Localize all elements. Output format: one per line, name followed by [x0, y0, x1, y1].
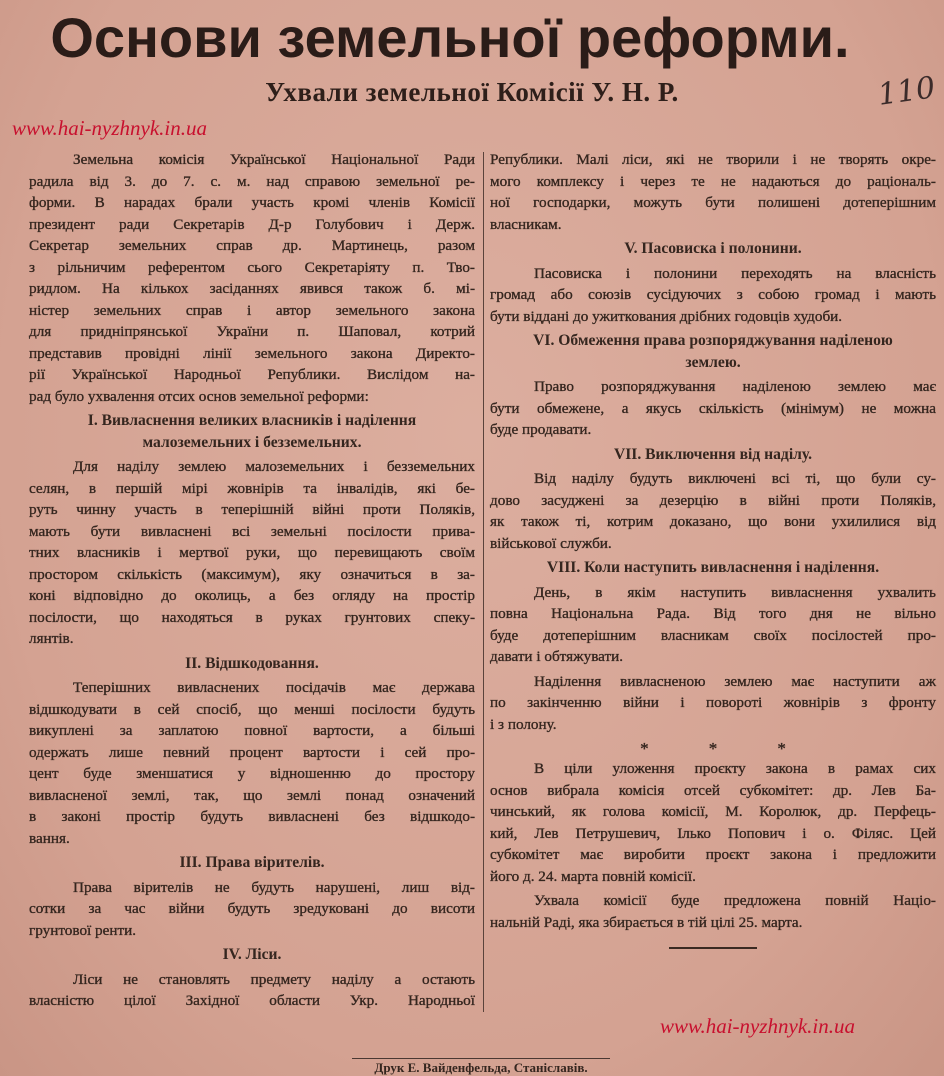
text-line: в законі простір будуть вивласнені без відшкодо-	[29, 808, 475, 825]
paragraph	[490, 582, 936, 668]
text-line: І. Вивласнення великих власників і наділення	[87, 412, 417, 429]
text-line: Право розпоряджування наділеною землею має	[534, 378, 936, 395]
text-line: Наділення вивласненою землею має наступити аж	[534, 672, 936, 690]
paragraph	[29, 877, 475, 942]
text-line: основ вибрала комісія отсей субкомітет: др. Лев Ба-	[490, 781, 936, 799]
left-column	[29, 149, 475, 1015]
text-line: і з полону.	[490, 715, 557, 733]
text-line: Для наділу землею малоземельних і безземельних	[73, 458, 475, 475]
text-line: Ліси не становлять предмету наділу а остають	[73, 970, 475, 988]
text-line: коні відповідно до околиць, а без огляду на простір	[29, 587, 475, 604]
section-heading	[29, 852, 475, 874]
text-line: грунтової ренти.	[29, 921, 137, 939]
text-line: Ухвала комісії буде предложена повній Націо-	[534, 892, 936, 909]
text-line: чинський, як голова комісії, М. Королюк, др. Перфець-	[490, 803, 936, 820]
text-line: повна Національна Рада. Від того дня не вільно	[490, 605, 936, 622]
text-line: посілости, що находяться в руках грунтових спеку-	[29, 608, 475, 626]
asterisk: *	[777, 739, 786, 758]
section-heading	[490, 330, 936, 373]
text-line: руть чинну участь в теперішній війні проти Поляків,	[29, 501, 475, 518]
text-line: землею.	[685, 353, 741, 371]
text-line: Републики. Малі ліси, які не творили і не творять окре-	[490, 151, 936, 168]
text-line: дово засуджені за дезерцію в війні проти Поляків,	[490, 491, 936, 509]
section-separator-asterisks	[490, 738, 936, 758]
printer-imprint: Друк Е. Вайденфельда, Станіславів.	[374, 1060, 588, 1075]
text-line: Від наділу будуть виключені всі ті, що були су-	[534, 470, 936, 487]
closing-rule	[669, 947, 757, 949]
text-line: селян, в першій мірі жовнірів та інвалідів, які бе-	[29, 479, 475, 497]
section-heading	[29, 944, 475, 966]
paragraph	[29, 969, 475, 1012]
text-line: простором скількість (максимум), яку означиться в за-	[29, 565, 475, 583]
text-line: військової служби.	[490, 534, 612, 552]
text-line: буде продавати.	[490, 421, 592, 438]
text-line: відшкодувати в сей спосіб, що менші посілости будуть	[29, 700, 475, 718]
section-heading	[490, 238, 936, 260]
section-heading	[29, 410, 475, 453]
paragraph	[29, 677, 475, 849]
paragraph	[29, 149, 475, 407]
paragraph	[490, 376, 936, 441]
page-subtitle: Ухвали земельної Комісії У. Н. Р.	[265, 77, 679, 107]
paragraph	[490, 468, 936, 554]
paragraph	[490, 671, 936, 736]
page-title: Основи земельної реформи.	[50, 6, 850, 69]
text-line: IV. Ліси.	[222, 946, 282, 963]
text-line: рії Української Народньої Републики. Вислідом на-	[29, 366, 475, 383]
paragraph	[490, 758, 936, 887]
paragraph	[490, 890, 936, 933]
text-line: президент ради Секретарів Д-р Голубович і Держ.	[29, 215, 475, 233]
text-line: Секретар земельних справ др. Мартинець, разом	[29, 237, 475, 254]
text-line: V. Пасовиска і полонини.	[624, 240, 802, 257]
text-line: рад було ухвалення отсих основ земельної реформи:	[29, 387, 369, 405]
text-line: тних власників і мертвої руки, що перевищають своїм	[29, 544, 475, 561]
text-line: бути віддані до ужиткования дрібних годовців худоби.	[490, 307, 843, 325]
right-column	[490, 149, 936, 949]
text-line: VII. Виключення від наділу.	[613, 445, 813, 463]
text-line: для придніпрянської України п. Шаповал, котрий	[29, 323, 475, 340]
text-line: ної господарки, можуть бути полишені дотеперішним	[490, 194, 936, 211]
asterisk: *	[708, 739, 718, 758]
handwritten-page-number: 110	[875, 70, 938, 113]
text-line: III. Права вірителів.	[179, 854, 325, 871]
text-line: вання.	[29, 829, 70, 847]
text-line: сотки за час війни будуть зредуковані до висоти	[29, 900, 475, 917]
asterisk: *	[640, 739, 649, 758]
text-line: Пасовиска і полонини переходять на власність	[534, 264, 936, 282]
text-line: викуплені за заплатою повної вартости, а більші	[29, 722, 475, 739]
text-line: його д. 24. марта повній комісії.	[490, 867, 696, 885]
footer-rule	[352, 1058, 610, 1059]
section-heading	[490, 444, 936, 466]
text-line: мого комплексу і через те не надаються до раціональ-	[490, 172, 936, 190]
text-line: субкомітет має виробити проєкт закона і предложити	[490, 846, 936, 863]
text-line: вивласненої землі, так, що землі понад означений	[29, 786, 475, 804]
text-line: по закінченню війни і повороті жовнірів з фронту	[490, 694, 936, 711]
text-line: II. Відшкодовання.	[185, 654, 319, 672]
text-line: представив провідні лінії земельного закона Директо-	[29, 344, 475, 362]
text-line: давати і обтяжувати.	[490, 648, 624, 665]
text-line: власністю цілої Західної области Укр. Народньої	[29, 992, 475, 1009]
text-line: нальній Раді, яка збирається в тій цілі 25. марта.	[490, 913, 803, 931]
watermark-url-bottom: www.hai-nyzhnyk.in.ua	[660, 1014, 856, 1038]
text-line: Права вірителів не будуть нарушені, лиш від-	[73, 878, 475, 896]
text-line: форми. В нарадах брали участь кромі членів Комісії	[29, 194, 475, 211]
text-line: В ціли уложення проєкту закона в рамах сих	[534, 760, 936, 777]
text-line: Земельна комісія Української Національної Ради	[73, 151, 475, 168]
text-line: Теперішних вивласнених посідачів має держава	[73, 679, 475, 696]
text-line: радила від 3. до 7. с. м. над справою земельної ре-	[29, 172, 475, 190]
watermark-url-top: www.hai-nyzhnyk.in.ua	[12, 116, 208, 140]
text-line: кий, Лев Петрушевич, Ілько Попович і о. Філяс. Цей	[490, 824, 936, 842]
text-line: VIII. Коли наступить вивласнення і наділення.	[546, 559, 880, 576]
text-line: буде дотеперішним власникам своїх посілостей про-	[490, 626, 936, 644]
paragraph	[490, 149, 936, 235]
text-line: громад або союзів сусідуючих з собою громад і мають	[490, 286, 936, 303]
text-line: лянтів.	[29, 630, 74, 647]
text-line: День, в якім наступить вивласнення ухвалить	[534, 583, 936, 601]
section-heading	[29, 653, 475, 675]
text-line: мають бути вивласнені всі земельні посілости прива-	[29, 522, 475, 540]
text-line: бути обмежене, а якусь скількість (мінімум) не можна	[490, 399, 936, 417]
text-line: одержать лише певний процент вартости і сей про-	[29, 743, 475, 761]
text-line: як також ті, котрим доказано, що вони ухилилися від	[490, 513, 936, 530]
text-line: ридлом. На кількох засіданнях явився також б. мі-	[29, 280, 475, 297]
text-line: цент буде зменшатися у відношенню до простору	[29, 765, 475, 782]
text-line: VI. Обмеження права розпоряджування наділеною	[533, 332, 893, 349]
column-divider	[483, 152, 484, 1012]
text-line: з рільничим референтом сього Секретаріяту п. Тво-	[29, 258, 475, 276]
text-line: малоземельних і безземельних.	[142, 433, 362, 451]
text-line: ністер земельних справ і автор земельного закона	[29, 301, 475, 319]
section-heading	[490, 557, 936, 579]
text-line: власникам.	[490, 215, 562, 233]
paragraph	[490, 263, 936, 328]
paragraph	[29, 456, 475, 650]
